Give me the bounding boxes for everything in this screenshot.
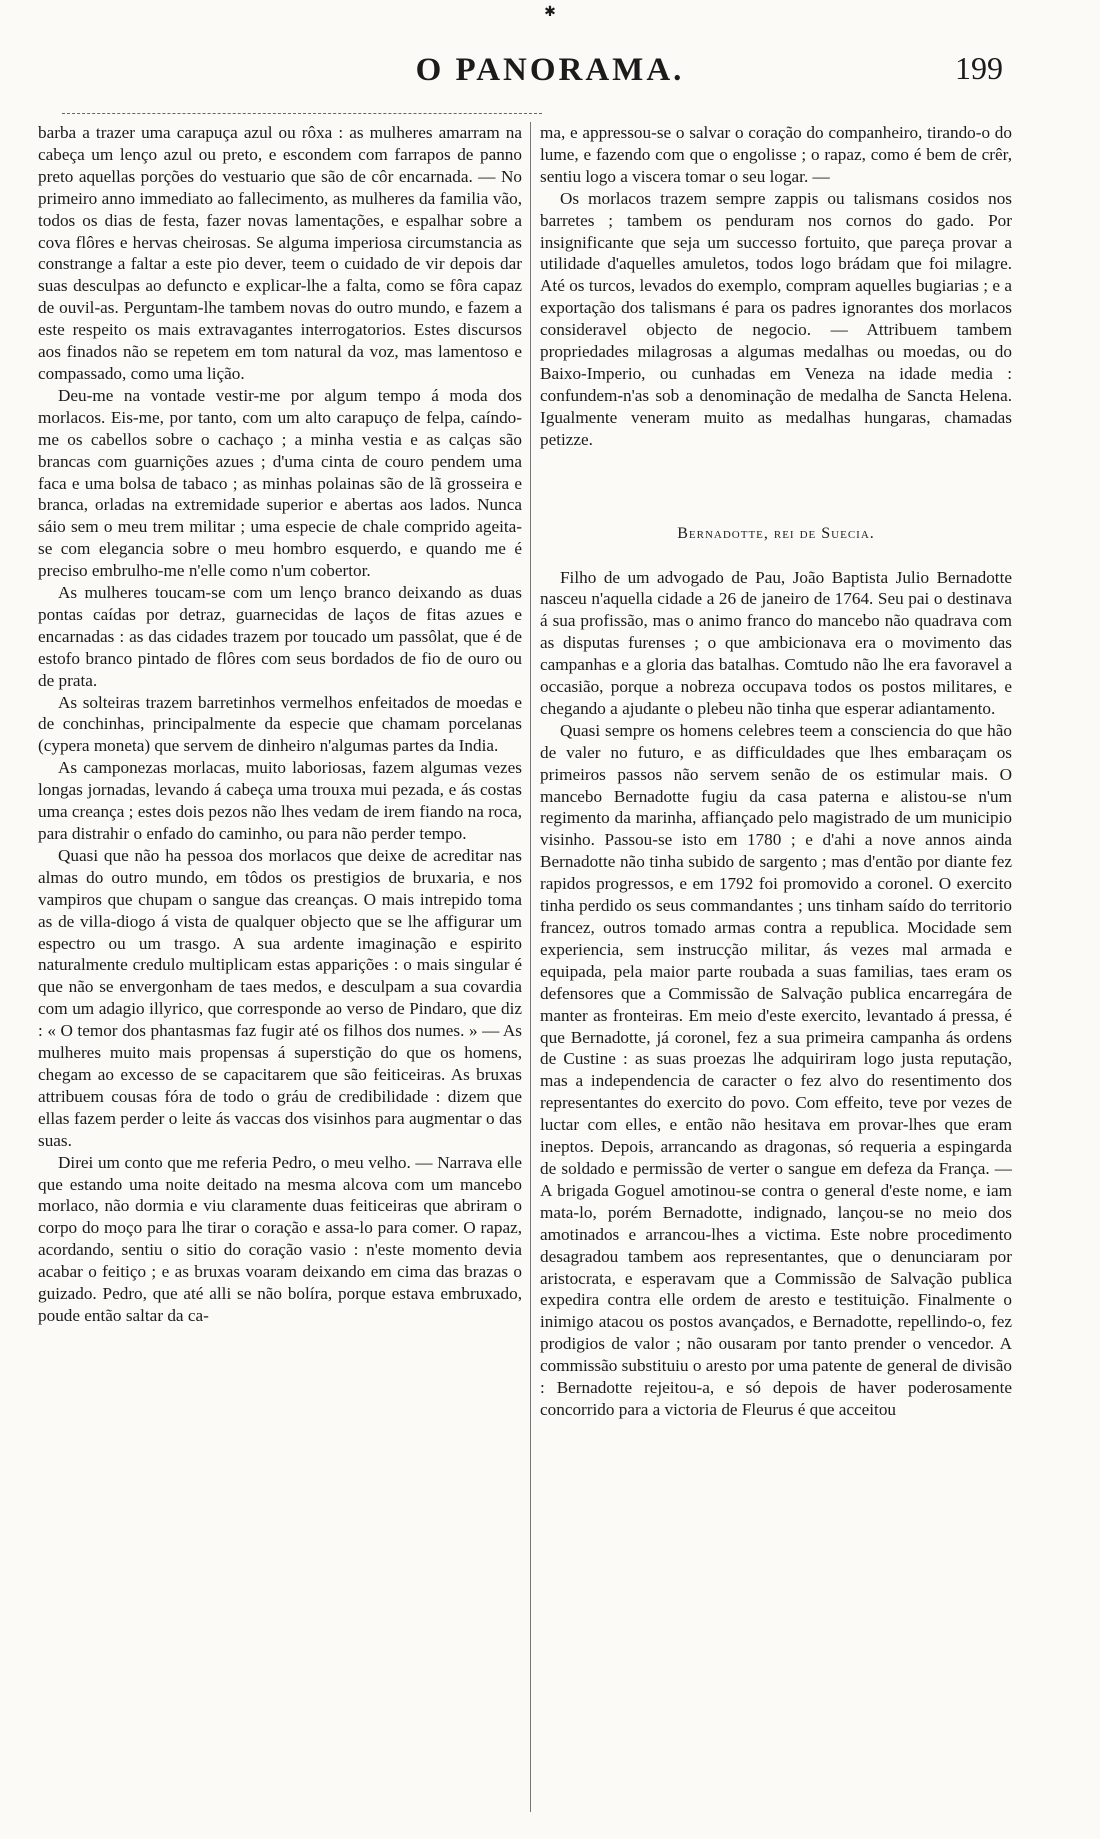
paragraph: Filho de um advogado de Pau, João Baptista Julio Bernadotte nasceu n'aquella cidade a 26 de janeiro de 1764. Seu pai o destinava á sua profissão, mas o animo franco do mancebo não quadrava com as disputas furenses ; o que ambicionava era o movimento das campanhas e a gloria das batalhas. Comtudo não lhe era favoravel a occasião, porque a nobreza occupava todos os postos militares, e chegando a ajudante o plebeu não tinha que esperar adiantamento.: [540, 567, 1012, 718]
right-column: [540, 122, 1012, 1421]
paragraph: As mulheres toucam-se com um lenço branco deixando as duas pontas caídas por detraz, guarnecidas de laços de fitas azues e encarnadas : as das cidades trazem por toucado um passôlat, que é de estofo branco pintado de flôres com seus bordados de fio de ouro ou de prata.: [38, 583, 522, 690]
paragraph: Direi um conto que me referia Pedro, o meu velho. — Narrava elle que estando uma noite deitado na mesma alcova com um mancebo morlaco, não dormia e viu claramente duas feiticeiras que abriram o corpo do moço para lhe tirar o coração e assa-lo para comer. O rapaz, acordando, sentiu o sitio do coração vasio : n'este momento devia acabar o feitiço ; e as bruxas voaram deixando em cima das brazas o guizado. Pedro, que até alli se não bolíra, porque estava embruxado, poude então saltar da ca-: [38, 1152, 522, 1325]
page-title: O PANORAMA.: [415, 52, 685, 88]
paragraph: As solteiras trazem barretinhos vermelhos enfeitados de moedas e de conchinhas, principalmente da especie que chamam porcelanas (cypera moneta) que servem de dinheiro n'algumas partes da India.: [38, 692, 522, 756]
paragraph: Quasi sempre os homens celebres teem a consciencia do que hão de valer no futuro, e as difficuldades que lhes embaraçam os primeiros passos não servem senão de os estimular mais. O mancebo Bernadotte fugiu da casa paterna e alistou-se n'um regimento da marinha, affiançado pelo magistrado de um municipio visinho. Passou-se isto em 1780 ; e d'ahi a nove annos ainda Bernadotte não tinha subido de sargento ; mas d'então por diante fez rapidos progressos, e em 1792 foi promovido a coronel. O exercito tinha perdido os seus commandantes ; uns tinham saído do territorio francez, outros tomado armas contra a republica. Mocidade sem experiencia, sem instrucção militar, ás vezes mal armada e equipada, pela maior parte roubada a suas familias, taes eram os defensores que a Commissão de Salvação publica encarregára de manter as fronteiras. Em meio d'este exercito, levantado á pressa, é que Bernadotte, já coronel, fez a sua primeira campanha ás ordens de Custine : as suas proezas lhe adquiriram logo justa reputação, mas a independencia de caracter o fez alvo do resentimento dos representantes do exercito do povo. Com effeito, teve por vezes de luctar com elles, e então não hesitava em provar-lhes que eram ineptos. Depois, arrancando as dragonas, só requeria a espingarda de soldado e permissão de verter o sangue em defeza da França. — A brigada Goguel amotinou-se contra o general d'este nome, e iam mata-lo, porém Bernadotte, indignado, lançou-se no meio dos amotinados e arrancou-lhes a victima. Este nobre procedimento desagradou tambem aos representantes, que o denunciaram por aristocrata, e esperavam que a Commissão de Salvação publica expedira contra elle ordem de aresto e testituição. Finalmente o inimigo atacou os postos avançados, e Bernadotte, repellindo-o, fez prodigios de valor ; não ousaram por tanto prender o vencedor. A commissão substituiu o aresto por uma patente de general de divisão : Bernadotte rejeitou-a, e só depois de haver poderosamente concorrido para a victoria de Fleurus é que acceitou: [540, 720, 1012, 1419]
page-number: 199: [955, 50, 1003, 86]
left-column: [38, 122, 522, 1327]
paragraph: Quasi que não ha pessoa dos morlacos que deixe de acreditar nas almas do outro mundo, em tôdos os prestigios de bruxaria, e nos vampiros que chupam o sangue das creanças. O mais intrepido toma as de villa-diogo á vista de qualquer objecto que se lhe affigurar um espectro ou um trasgo. A sua ardente imaginação e espirito naturalmente credulo multiplicam estas apparições : o mais singular é que não se envergonham de taes medos, e desculpam a sua covardia com um adagio illyrico, que corresponde ao verso de Pindaro, que diz : « O temor dos phantasmas faz fugir até os filhos dos numes. » — As mulheres muito mais propensas á superstição do que os homens, chegam ao excesso de se capacitarem que são feiticeiras. As bruxas attribuem cousas fóra de todo o gráu de credibilidade : dizem que ellas fazem perder o leite ás vaccas dos visinhos para augmentar o das suas.: [38, 845, 522, 1150]
paragraph: Deu-me na vontade vestir-me por algum tempo á moda dos morlacos. Eis-me, por tanto, com um alto carapuço de felpa, caíndo-me os cabellos sobre o cachaço ; a minha vestia e as calças são brancas com guarnições azues ; d'uma cinta de couro pendem uma faca e uma bolsa de tabaco ; as minhas polainas são de lã grosseira e branca, orladas na extremidade superior e abertas aos lados. Nunca sáio sem o meu trem militar ; uma especie de chale comprido ageita-se com elegancia sobre o meu hombro esquerdo, e quando me é preciso embrulho-me n'elle como n'um cobertor.: [38, 385, 522, 581]
column-divider: [530, 122, 531, 1812]
paragraph: barba a trazer uma carapuça azul ou rôxa : as mulheres amarram na cabeça um lenço azul ou preto, e escondem com farrapos de panno preto aquellas porções do vestuario que são de côr encarnada. — No primeiro anno immediato ao fallecimento, as mulheres da familia vão, todos os dias de festa, fazer novas lamentações, e espalhar sobre a cova flôres e hervas cheirosas. Se alguma imperiosa circumstancia as constrange a faltar a este pio dever, teem o cuidado de vir depois dar suas desculpas ao defuncto e explicar-lhe a falta, como se fôra capaz de ouvil-as. Perguntam-lhe tambem novas do outro mundo, e fazem a este respeito os mais extravagantes interrogatorios. Estes discursos aos finados não se repetem em tom natural da voz, mas lamentoso e compassado, como uma lição.: [38, 123, 522, 383]
paragraph: ma, e appressou-se o salvar o coração do companheiro, tirando-o do lume, e fazendo com que o engolisse ; o rapaz, como é bem de crêr, sentiu logo a viscera tomar o seu logar. —: [540, 123, 1012, 186]
header-rule: [62, 113, 542, 114]
section-heading: Bernadotte, rei de Suecia.: [677, 524, 875, 542]
paragraph: Os morlacos trazem sempre zappis ou talismans cosidos nos barretes ; tambem os penduram nos cornos do gado. Por insignificante que seja um successo fortuito, que pareça provar a utilidade d'aquelles amuletos, todos logo brádam que foi milagre. Até os turcos, levados do exemplo, compram aquelles bugiarias ; e a exportação dos talismans é para os padres ignorantes dos morlacos consideravel objecto de negocio. — Attribuem tambem propriedades milagrosas a algumas medalhas ou moedas, ou do Baixo-Imperio, ou cunhadas em Veneza na idade media : confundem-n'as sob a denominação de medalha de Sancta Helena. Igualmente veneram muito as medalhas hungaras, chamadas petizze.: [540, 188, 1012, 449]
paragraph: As camponezas morlacas, muito laboriosas, fazem algumas vezes longas jornadas, levando á cabeça uma trouxa mui pezada, e ás costas uma creança ; estes dois pezos não lhes vedam de irem fiando na roca, para distrahir o enfado do caminho, ou para não perder tempo.: [38, 758, 522, 843]
header-ornament: ✱: [544, 4, 556, 20]
